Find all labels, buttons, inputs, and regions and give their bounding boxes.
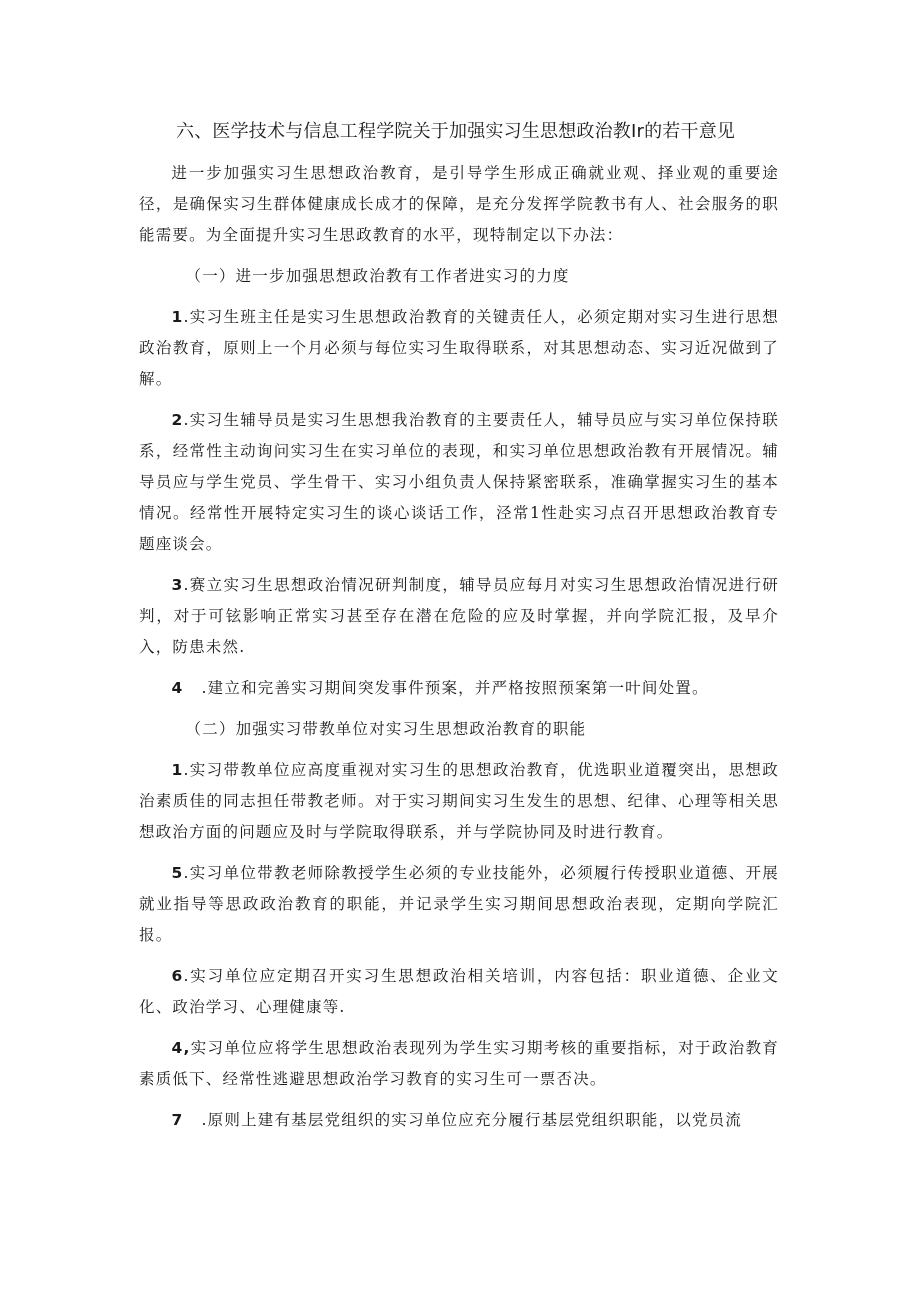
item-text: .实习单位带教老师除教授学生必须的专业技能外，必须履行传授职业道德、开展就业指导等思政政治教育的职能，并记录学生实习期间思想政治表现，定期向学院汇报。 bbox=[139, 864, 779, 944]
item-text: .赛立实习生思想政治情况研判制度，辅导员应每月对实习生思想政治情况进行研判，对于可铉影响正常实习甚至存在潜在危险的应及时掌握，并向学院汇报，及早介入，防患未然. bbox=[139, 576, 779, 656]
item-text: 实习单位应将学生思想政治表现列为学生实习期考核的重要指标，对于政治教育素质低下、经常性逃避思想政治学习教育的实习生可一票否决。 bbox=[139, 1039, 779, 1088]
item-text: .实习生班主任是实习生思想政治教育的关键责任人，必须定期对实习生进行思想政治教育，原则上一个月必须与每位实习生取得联系，对其思想动态、实习近况做到了解。 bbox=[139, 308, 779, 388]
section-2-heading: （二）加强实习带教单位对实习生思想政治教育的职能 bbox=[185, 720, 587, 738]
list-item bbox=[139, 405, 779, 560]
item-text: .实习单位应定期召开实习生思想政治相关培训，内容包括：职业道德、企业文化、政治学习、心理健康等. bbox=[139, 967, 779, 1016]
intro-paragraph: 进一步加强实习生思想政治教育，是引导学生形成正确就业观、择业观的重要途径，是确保实习生群体健康成长成才的保障，是充分发挥学院教书有人、社会服务的职能需要。为全面提升实习生思政教育的水平，现特制定以下办法： bbox=[139, 164, 779, 244]
item-text: .实习带教单位应高度重视对实习生的思想政治教育，优选职业道覆突出，思想政治素质佳的同志担任带教老师。对于实习期间实习生发生的思想、纪律、心理等相关思想政治方面的问题应及时与学院取得联系，并与学院协同及时进行教育。 bbox=[139, 761, 779, 841]
item-number: 4, bbox=[171, 1039, 191, 1057]
list-item bbox=[139, 858, 779, 951]
list-item bbox=[139, 1033, 779, 1095]
item-number: 1 bbox=[171, 761, 184, 779]
list-item bbox=[139, 1105, 779, 1136]
list-item bbox=[139, 961, 779, 1023]
document-title: 六、医学技术与信息工程学院关于加强实习生思想政治教Ir的若干意见 bbox=[176, 121, 736, 142]
item-number: 1 bbox=[171, 308, 184, 326]
list-item bbox=[139, 570, 779, 663]
list-item bbox=[139, 673, 779, 704]
item-text: .原则上建有基层党组织的实习单位应充分履行基层党组织职能，以党员流 bbox=[201, 1111, 743, 1129]
section-1-heading: （一）进一步加强思想政治教有工作者进实习的力度 bbox=[185, 267, 570, 285]
item-text: .实习生辅导员是实习生思想我治教育的主要责任人，辅导员应与实习单位保持联系，经常性主动询问实习生在实习单位的表现，和实习单位思想政治教有开展情况。辅导员应与学生党员、学生骨干、实习小组负责人保持紧密联系，准确掌握实习生的基本情况。经常性开展特定实习生的谈心谈话工作，泾常1性赴实习点召开思想政治教育专题座谈会。 bbox=[139, 411, 779, 553]
item-number: 4 bbox=[171, 679, 184, 697]
list-item bbox=[139, 755, 779, 848]
item-number: 5 bbox=[171, 864, 184, 882]
item-number: 7 bbox=[171, 1111, 184, 1129]
item-number: 6 bbox=[171, 967, 184, 985]
item-text: .建立和完善实习期间突发事件预案，并严格按照预案第一叶间处置。 bbox=[201, 679, 709, 697]
item-number: 3 bbox=[171, 576, 184, 594]
document-body bbox=[139, 158, 779, 1146]
item-number: 2 bbox=[171, 411, 184, 429]
list-item bbox=[139, 302, 779, 395]
